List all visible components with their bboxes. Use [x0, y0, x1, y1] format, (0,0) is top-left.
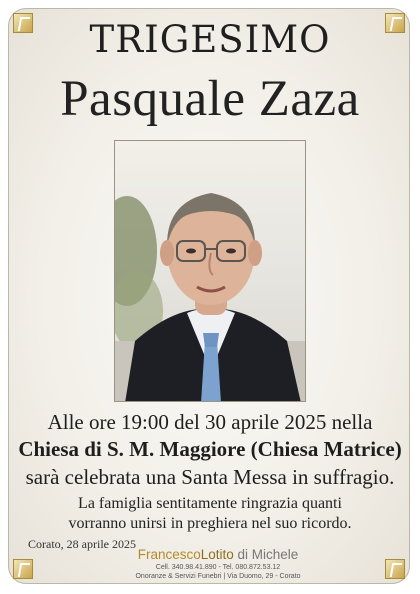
- corner-ornament-icon: [10, 556, 38, 584]
- ceremony-time-line: Alle ore 19:00 del 30 aprile 2025 nella: [47, 410, 373, 434]
- portrait-photo: [114, 140, 306, 402]
- agency-name-first: Francesco: [137, 547, 201, 562]
- thanks-line: La famiglia sentitamente ringrazia quanti: [78, 495, 342, 512]
- agency-phones: Cell. 340.98.41.890 - Tel. 080.872.53.12: [155, 564, 281, 571]
- agency-name-last: Lotito: [200, 547, 234, 562]
- corner-ornament-icon: [382, 556, 410, 584]
- agency-services: Onoranze & Servizi Funebri | Via Duomo, 29 - Corato: [135, 573, 301, 580]
- notice-heading: TRIGESIMO: [89, 18, 331, 61]
- agency-name-suffix: di Michele: [233, 547, 299, 562]
- deceased-name: Pasquale Zaza: [60, 71, 360, 127]
- place-date: Corato, 28 aprile 2025: [28, 537, 136, 551]
- agency-name: [118, 547, 318, 563]
- funeral-agency: [118, 547, 318, 581]
- church-name-line: Chiesa di S. M. Maggiore (Chiesa Matrice): [18, 437, 402, 461]
- mass-line: sarà celebrata una Santa Messa in suffragio.: [25, 465, 395, 489]
- prayer-line: vorranno unirsi in preghiera nel suo ricordo.: [68, 515, 352, 532]
